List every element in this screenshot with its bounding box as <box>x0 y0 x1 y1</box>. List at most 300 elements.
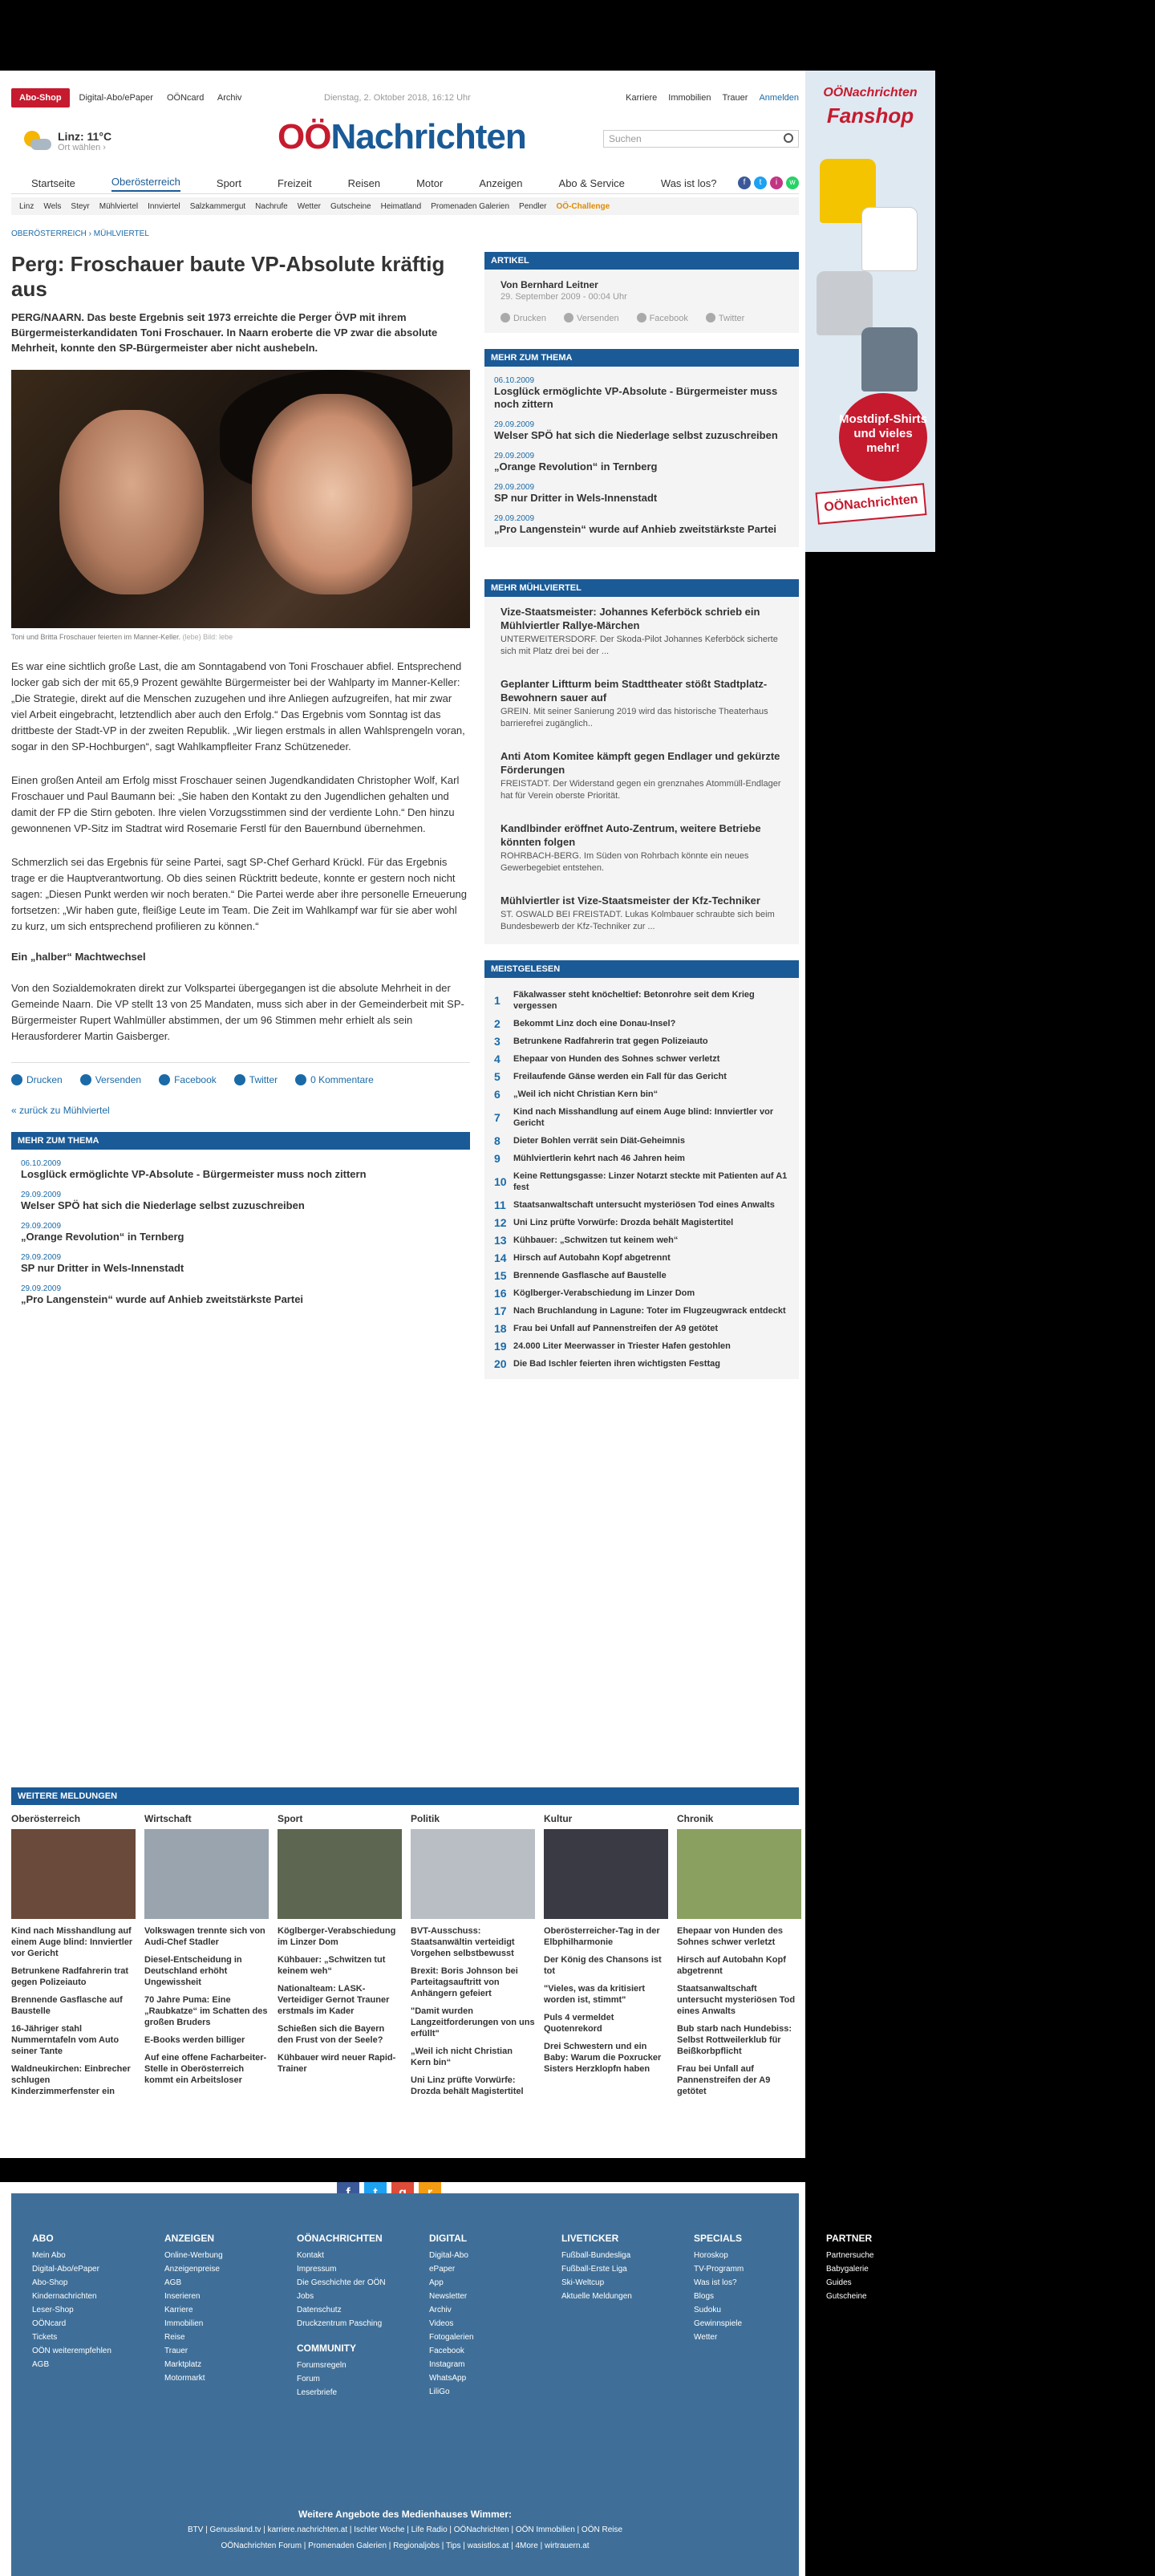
meistgelesen-title[interactable]: 24.000 Liter Meerwasser in Triester Hafen gestohlen <box>513 1341 731 1351</box>
meistgelesen-title[interactable]: „Weil ich nicht Christian Kern bin“ <box>513 1089 659 1099</box>
footer-column-heading: PARTNER <box>826 2233 873 2244</box>
footer-link[interactable]: Gutscheine <box>826 2292 867 2301</box>
meistgelesen-item[interactable] <box>494 1305 789 1316</box>
footer-link[interactable]: ePaper <box>429 2265 456 2274</box>
top-link-oencard[interactable]: OÖNcard <box>166 93 205 103</box>
meistgelesen-title[interactable]: Brennende Gasflasche auf Baustelle <box>513 1271 667 1280</box>
footer-link[interactable]: Abo-Shop <box>32 2278 68 2287</box>
footer-link[interactable]: TV-Programm <box>694 2265 744 2274</box>
footer-link[interactable]: Digital-Abo/ePaper <box>32 2265 99 2274</box>
muehlviertel-title[interactable]: Mühlviertler ist Vize-Staatsmeister der Kfz-Techniker <box>500 895 760 907</box>
news-item[interactable]: Nationalteam: LASK-Verteidiger Gernot Trauner erstmals im Kader <box>278 1984 390 2016</box>
article <box>11 252 470 1306</box>
rank-number: 12 <box>494 1216 507 1229</box>
muehlviertel-item[interactable] <box>484 669 799 730</box>
news-item[interactable]: Kühbauer wird neuer Rapid-Trainer <box>278 2053 396 2074</box>
news-column-heading[interactable]: Chronik <box>677 1813 714 1824</box>
meistgelesen-item[interactable] <box>494 1199 789 1211</box>
news-item[interactable]: Oberösterreicher-Tag in der Elbphilharmonie <box>544 1926 660 1947</box>
hoodie-grey-image <box>817 271 873 335</box>
related-title[interactable]: Losglück ermöglichte VP-Absolute - Bürgermeister muss noch zittern <box>21 1168 367 1180</box>
twitter-share-button[interactable]: Twitter <box>234 1074 278 1085</box>
meistgelesen-title[interactable]: Ehepaar von Hunden des Sohnes schwer verletzt <box>513 1054 720 1064</box>
muehlviertel-title[interactable]: Vize-Staatsmeister: Johannes Keferböck schrieb ein Mühlviertler Rallye-Märchen <box>500 606 760 631</box>
ad-burst-badge: Mostdipf-Shirts und vieles mehr! <box>839 393 927 481</box>
article-photo[interactable] <box>11 370 470 628</box>
footer-link[interactable]: Forum <box>297 2375 320 2383</box>
news-item[interactable]: Betrunkene Radfahrerin trat gegen Polizeiauto <box>11 1966 129 1987</box>
twitter-icon[interactable]: t <box>754 176 767 189</box>
nav-sport[interactable]: Sport <box>216 177 241 189</box>
related-date: 29.09.2009 <box>494 483 535 492</box>
news-item[interactable]: Brexit: Boris Johnson bei Parteitagsauftritt von Anhängern gefeiert <box>411 1966 518 1998</box>
news-columns <box>11 1813 799 2097</box>
article-paragraph: Es war eine sichtlich große Last, die am Sonntagabend von Toni Froschauer abfiel. Entsprechend locker gab sich der mit 65,9 Prozent gewählte Bürgermeister bei der Wahlparty im Manner-Keller: „Die Strategie, direkt auf die Menschen zuzugehen und ihre Anliegen aufzugreifen, hat mir zwar viel Arbeit eingebracht, letztendlich aber auch den Erfolg.“ Das Ergebnis vom Sonntag ist das drittbeste der Stadt-VP in der zweiten Republik. „Wir liegen erstmals in allen Wahlsprengeln voran, sogar in den SP-Hochburgen“, sagt Wahlkampfleiter Franz Schützeneder. <box>11 660 465 753</box>
subnav-wels[interactable]: Wels <box>43 201 62 211</box>
footer-link[interactable]: Inserieren <box>164 2292 201 2301</box>
nav-oberoesterreich[interactable]: Oberösterreich <box>111 176 180 192</box>
subnav-linz[interactable]: Linz <box>19 201 34 211</box>
news-item[interactable]: Drei Schwestern und ein Baby: Warum die Poxrucker Sisters Herzklopfn haben <box>544 2042 662 2074</box>
print-button[interactable]: Drucken <box>11 1074 63 1085</box>
twitter-share-button[interactable]: Twitter <box>706 313 744 323</box>
news-column <box>677 1813 801 2097</box>
news-item[interactable]: "Vieles, was da kritisiert worden ist, stimmt" <box>544 1984 646 2005</box>
muehlviertel-title[interactable]: Geplanter Liftturm beim Stadttheater stößt Stadtplatz-Bewohnern sauer auf <box>500 678 768 704</box>
rank-number: 4 <box>494 1053 500 1065</box>
news-item[interactable]: „Weil ich nicht Christian Kern bin“ <box>411 2047 513 2067</box>
footer-link[interactable]: Fotogalerien <box>429 2333 474 2342</box>
muehlviertel-teaser: UNTERWEITERSDORF. Der Skoda-Pilot Johannes Keferböck sicherte sich mit Platz drei bei der ... <box>500 635 778 656</box>
footer-link[interactable]: Archiv <box>429 2306 452 2314</box>
article-subheading: Ein „halber“ Machtwechsel <box>11 951 146 963</box>
muehlviertel-item[interactable] <box>484 741 799 802</box>
related-title[interactable]: Losglück ermöglichte VP-Absolute - Bürgermeister muss noch zittern <box>494 385 778 410</box>
footer-link[interactable]: AGB <box>32 2360 50 2369</box>
rank-number: 15 <box>494 1269 507 1282</box>
related-title[interactable]: „Orange Revolution“ in Ternberg <box>494 460 658 473</box>
meistgelesen-item[interactable] <box>494 1053 789 1065</box>
meistgelesen-item[interactable] <box>494 1252 789 1264</box>
related-item[interactable] <box>494 514 789 536</box>
footer-link[interactable]: Facebook <box>429 2347 464 2355</box>
meistgelesen-item[interactable] <box>494 1071 789 1082</box>
related-date: 06.10.2009 <box>494 376 535 385</box>
related-date: 06.10.2009 <box>21 1159 62 1168</box>
nav-anzeigen[interactable]: Anzeigen <box>479 177 523 189</box>
subnav-promenaden[interactable]: Promenaden Galerien <box>431 201 510 211</box>
page <box>0 71 805 2158</box>
section-heading: MEHR ZUM THEMA <box>11 1132 470 1150</box>
muehlviertel-item[interactable] <box>484 597 799 658</box>
news-column-heading[interactable]: Politik <box>411 1813 440 1824</box>
meistgelesen-item[interactable] <box>494 1341 789 1352</box>
meistgelesen-item[interactable] <box>494 1153 789 1164</box>
top-right-links <box>626 93 799 103</box>
footer-link[interactable]: Digital-Abo <box>429 2251 468 2260</box>
rank-number: 17 <box>494 1304 507 1317</box>
news-item[interactable]: Frau bei Unfall auf Pannenstreifen der A9 getötet <box>677 2064 771 2096</box>
article-meta-box <box>484 252 799 333</box>
footer-link[interactable]: Reise <box>164 2333 185 2342</box>
meistgelesen-title[interactable]: Nach Bruchlandung in Lagune: Toter im Flugzeugwrack entdeckt <box>513 1306 786 1316</box>
meistgelesen-item[interactable] <box>494 1270 789 1281</box>
footer-column <box>297 2232 429 2400</box>
section-heading: MEISTGELESEN <box>484 960 799 978</box>
news-item[interactable]: Schießen sich die Bayern den Frust von der Seele? <box>278 2024 385 2045</box>
footer-link[interactable]: Karriere <box>164 2306 193 2314</box>
footer-link[interactable]: Sudoku <box>694 2306 721 2314</box>
news-column-heading[interactable]: Wirtschaft <box>144 1813 192 1824</box>
tshirt-white-image <box>861 207 918 271</box>
related-title[interactable]: „Pro Langenstein“ wurde auf Anhieb zweitstärkste Partei <box>494 523 777 535</box>
rank-number: 13 <box>494 1234 507 1247</box>
current-date: Dienstag, 2. Oktober 2018, 16:12 Uhr <box>324 93 471 103</box>
news-column-image[interactable] <box>144 1829 269 1919</box>
related-title[interactable]: „Orange Revolution“ in Ternberg <box>21 1231 184 1243</box>
news-column-heading[interactable]: Kultur <box>544 1813 573 1824</box>
nav-startseite[interactable]: Startseite <box>31 177 75 189</box>
meistgelesen-title[interactable]: Kühbauer: „Schwitzen tut keinem weh“ <box>513 1235 679 1245</box>
news-column <box>278 1813 402 2097</box>
whatsapp-icon[interactable]: w <box>786 176 799 189</box>
ad-title-line1: OÖNachrichten <box>823 86 918 99</box>
rank-number: 10 <box>494 1175 507 1188</box>
footer-link[interactable]: Horoskop <box>694 2251 728 2260</box>
rank-number: 20 <box>494 1357 507 1370</box>
rank-number: 9 <box>494 1152 500 1165</box>
footer-link[interactable]: Marktplatz <box>164 2360 202 2369</box>
rank-number: 18 <box>494 1322 507 1335</box>
footer-column-heading: OÖNACHRICHTEN <box>297 2233 383 2244</box>
subnav-oo-challenge[interactable]: OÖ-Challenge <box>556 201 610 211</box>
rank-number: 1 <box>494 994 500 1007</box>
footer-link[interactable]: Ski-Weltcup <box>561 2278 605 2287</box>
rank-number: 8 <box>494 1134 500 1147</box>
nav-reisen[interactable]: Reisen <box>347 177 381 189</box>
footer-link[interactable]: Leser-Shop <box>32 2306 74 2314</box>
article-paragraph: Schmerzlich sei das Ergebnis für seine Partei, sagt SP-Chef Gerhard Krückl. Für das Ergebnis trage er die Hauptverantwortung. Ob dies seinen Rücktritt bedeute, konnte er gestern noch nicht sagen: „Diesen Punkt werden wir noch beraten.“ Die Partei werde aber ihre personelle Erneuerung fortsetzen: „Wir haben gute, fleißige Leute im Team. Die Zeit im Wahlkampf war für sie aber wohl zu kurz, um sich entsprechend profilieren zu können.“ <box>11 856 467 932</box>
footer-link[interactable]: Leserbriefe <box>297 2388 338 2397</box>
facebook-share-button[interactable]: Facebook <box>159 1074 217 1085</box>
footer-link[interactable]: Trauer <box>164 2347 188 2355</box>
top-link-digital-abo[interactable]: Digital-Abo/ePaper <box>79 93 153 103</box>
news-item[interactable]: Uni Linz prüfte Vorwürfe: Drozda behält Magistertitel <box>411 2075 524 2096</box>
search-icon[interactable] <box>784 133 793 143</box>
related-date: 29.09.2009 <box>21 1284 62 1293</box>
logo-part-nachrichten: Nachrichten <box>330 117 526 156</box>
breadcrumb[interactable]: OBERÖSTERREICH › MÜHLVIERTEL <box>11 229 149 238</box>
abo-shop-button[interactable]: Abo-Shop <box>11 88 70 108</box>
footer-column-heading: LIVETICKER <box>561 2233 619 2244</box>
muehlviertel-item[interactable] <box>484 886 799 933</box>
caption-text: Toni und Britta Froschauer feierten im Manner-Keller. <box>11 633 181 641</box>
footer-link[interactable]: Aktuelle Meldungen <box>561 2292 632 2301</box>
news-column-image[interactable] <box>411 1829 535 1919</box>
meistgelesen-item[interactable] <box>494 989 789 1012</box>
footer-link[interactable]: Babygalerie <box>826 2265 869 2274</box>
footer-link[interactable]: WhatsApp <box>429 2374 467 2383</box>
news-item[interactable]: Staatsanwaltschaft untersucht mysteriösen Tod eines Anwalts <box>677 1984 796 2016</box>
footer-column <box>164 2232 297 2400</box>
related-title[interactable]: Welser SPÖ hat sich die Niederlage selbst zuzuschreiben <box>494 429 778 441</box>
meistgelesen-item[interactable] <box>494 1170 789 1193</box>
meistgelesen-title[interactable]: Dieter Bohlen verrät sein Diät-Geheimnis <box>513 1136 685 1146</box>
footer-link[interactable]: Datenschutz <box>297 2306 342 2314</box>
meistgelesen-title[interactable]: Freilaufende Gänse werden ein Fall für das Gericht <box>513 1072 727 1081</box>
caption-credit: (lebe) Bild: lebe <box>182 633 233 641</box>
news-item[interactable]: Bub starb nach Hundebiss: Selbst Rottweilerklub für Beißkorbpflicht <box>677 2024 792 2056</box>
muehlviertel-title[interactable]: Anti Atom Komitee kämpft gegen Endlager und gekürzte Förderungen <box>500 750 780 776</box>
login-link[interactable]: Anmelden <box>759 93 799 103</box>
related-title[interactable]: Welser SPÖ hat sich die Niederlage selbst zuzuschreiben <box>21 1199 305 1211</box>
subnav-salzkammergut[interactable]: Salzkammergut <box>189 201 246 211</box>
meistgelesen-item[interactable] <box>494 1288 789 1299</box>
related-item[interactable] <box>21 1191 460 1212</box>
photo-person-man <box>59 410 204 594</box>
footer-link[interactable]: Wetter <box>694 2333 718 2342</box>
footer-link[interactable]: Die Geschichte der OÖN <box>297 2278 386 2287</box>
top-link-archiv[interactable]: Archiv <box>217 93 242 103</box>
comments-button[interactable]: 0 Kommentare <box>295 1074 374 1085</box>
news-item[interactable]: Brennende Gasflasche auf Baustelle <box>11 1995 123 2016</box>
footer-extra-links[interactable]: BTV | Genussland.tv | karriere.nachrichten.at | Ischler Woche | Life Radio | OÖNachrichten | OÖN Immobilien | OÖN Reise <box>187 2525 623 2534</box>
facebook-icon[interactable]: f <box>738 176 751 189</box>
meistgelesen-title[interactable]: Die Bad Ischler feierten ihren wichtigsten Festtag <box>513 1359 720 1369</box>
meistgelesen-title[interactable]: Kind nach Misshandlung auf einem Auge blind: Innviertler vor Gericht <box>513 1107 774 1128</box>
weather-temperature: Linz: 11°C <box>58 130 112 143</box>
rank-number: 11 <box>494 1199 506 1211</box>
footer-extra <box>11 2506 799 2554</box>
news-item[interactable]: E-Books werden billiger <box>144 2035 245 2045</box>
meistgelesen-item[interactable] <box>494 1089 789 1100</box>
news-column-image[interactable] <box>677 1829 801 1919</box>
footer-link[interactable]: App <box>429 2278 444 2287</box>
header-social-icons <box>738 176 799 189</box>
related-date: 29.09.2009 <box>494 420 535 429</box>
back-to-muehlviertel-link[interactable]: « zurück zu Mühlviertel <box>11 1105 110 1116</box>
footer-column-heading: COMMUNITY <box>297 2343 356 2354</box>
meistgelesen-title[interactable]: Köglberger-Verabschiedung im Linzer Dom <box>513 1288 695 1298</box>
weather-location-select[interactable]: Ort wählen › <box>58 143 106 152</box>
footer-link[interactable]: OÖN weiterempfehlen <box>32 2347 111 2355</box>
rank-number: 16 <box>494 1287 507 1300</box>
send-button[interactable]: Versenden <box>564 313 619 323</box>
meistgelesen-title[interactable]: Frau bei Unfall auf Pannenstreifen der A9 getötet <box>513 1324 719 1333</box>
footer-extra-links[interactable]: OÖNachrichten Forum | Promenaden Galerien | Regionaljobs | Tips | wasistlos.at | 4More | wirtrauern.at <box>221 2542 590 2550</box>
muehlviertel-item[interactable] <box>484 813 799 874</box>
footer-link[interactable]: Impressum <box>297 2265 337 2274</box>
subnav-nachrufe[interactable]: Nachrufe <box>255 201 288 211</box>
related-item[interactable] <box>494 420 789 442</box>
footer-link[interactable]: Kontakt <box>297 2251 324 2260</box>
article-author: Von Bernhard Leitner <box>500 279 598 290</box>
related-date: 29.09.2009 <box>21 1253 62 1262</box>
footer-column <box>826 2232 958 2400</box>
meistgelesen-item[interactable] <box>494 1106 789 1129</box>
subnav-steyr[interactable]: Steyr <box>71 201 90 211</box>
mehr-muehlviertel-box <box>484 579 799 944</box>
meta-actions <box>500 313 783 323</box>
ad-title <box>805 82 935 127</box>
search-placeholder: Suchen <box>609 133 642 144</box>
footer-link[interactable]: Motormarkt <box>164 2374 205 2383</box>
footer-column-heading: SPECIALS <box>694 2233 743 2244</box>
news-item[interactable]: "Damit wurden Langzeitforderungen von uns erfüllt" <box>411 2006 535 2038</box>
footer-columns <box>32 2232 958 2400</box>
site-logo[interactable] <box>278 117 526 157</box>
footer-link[interactable]: Tickets <box>32 2333 58 2342</box>
subnav-pendler[interactable]: Pendler <box>519 201 547 211</box>
footer-link[interactable]: Fußball-Bundesliga <box>561 2251 631 2260</box>
news-item[interactable]: Der König des Chansons ist tot <box>544 1955 662 1976</box>
related-item[interactable] <box>21 1159 460 1181</box>
footer-link[interactable]: Immobilien <box>164 2319 204 2328</box>
footer-link[interactable]: Fußball-Erste Liga <box>561 2265 627 2274</box>
facebook-share-button[interactable]: Facebook <box>637 313 688 323</box>
news-column <box>11 1813 136 2097</box>
article-paragraph: Von den Sozialdemokraten direkt zur Volkspartei übergegangen ist die absolute Mehrheit in der Gemeinde Naarn. Die VP stellt 13 von 25 Mandaten, muss sich aber in der Gemeinderbeit mit SP-Bürgermeister Rupert Wahlmüller abstimmen, der um 96 Stimmen mehr erhielt als sein Herausforderer Martin Gaisberger. <box>11 982 464 1042</box>
related-title[interactable]: SP nur Dritter in Wels-Innenstadt <box>494 492 658 504</box>
article-actions <box>11 1062 470 1085</box>
muehlviertel-teaser: GREIN. Mit seiner Sanierung 2019 wird das historische Theaterhaus barrierefrei zugänglich.. <box>500 707 768 728</box>
news-item[interactable]: 70 Jahre Puma: Eine „Raubkatze“ im Schatten des großen Bruders <box>144 1995 268 2027</box>
footer-link[interactable]: Was ist los? <box>694 2278 737 2287</box>
news-item[interactable]: Auf eine offene Facharbeiter-Stelle in Oberösterreich kommt ein Arbeitsloser <box>144 2053 267 2085</box>
news-column-heading[interactable]: Oberösterreich <box>11 1813 81 1824</box>
news-item[interactable]: Kühbauer: „Schwitzen tut keinem weh“ <box>278 1955 386 1976</box>
news-item[interactable]: BVT-Ausschuss: Staatsanwältin verteidigt Vorgehen selbstbewusst <box>411 1926 515 1958</box>
top-link-karriere[interactable]: Karriere <box>626 93 658 103</box>
footer-link[interactable]: Videos <box>429 2319 454 2328</box>
send-button[interactable]: Versenden <box>80 1074 141 1085</box>
news-item[interactable]: Ehepaar von Hunden des Sohnes schwer verletzt <box>677 1926 784 1947</box>
subnav-gutscheine[interactable]: Gutscheine <box>330 201 371 211</box>
top-link-immobilien[interactable]: Immobilien <box>668 93 711 103</box>
footer-link[interactable]: Online-Werbung <box>164 2251 223 2260</box>
meistgelesen-item[interactable] <box>494 1323 789 1334</box>
news-column <box>144 1813 269 2097</box>
fanshop-ad[interactable] <box>805 71 935 552</box>
meistgelesen-title[interactable]: Uni Linz prüfte Vorwürfe: Drozda behält Magistertitel <box>513 1218 734 1227</box>
footer-link[interactable]: Mein Abo <box>32 2251 66 2260</box>
section-heading: ARTIKEL <box>484 252 799 270</box>
subnav-muehlviertel[interactable]: Mühlviertel <box>99 201 139 211</box>
news-item[interactable]: Kind nach Misshandlung auf einem Auge blind: Innviertler vor Gericht <box>11 1926 133 1958</box>
meistgelesen-title[interactable]: Staatsanwaltschaft untersucht mysteriösen Tod eines Anwalts <box>513 1200 775 1210</box>
meistgelesen-title[interactable]: Keine Rettungsgasse: Linzer Notarzt steckte mit Patienten auf A1 fest <box>513 1171 788 1192</box>
footer-link[interactable]: Druckzentrum Pasching <box>297 2319 383 2328</box>
news-column-image[interactable] <box>278 1829 402 1919</box>
instagram-icon[interactable]: i <box>770 176 783 189</box>
muehlviertel-teaser: FREISTADT. Der Widerstand gegen ein grenznahes Atommüll-Endlager hat für Verein oberste Priorität. <box>500 779 781 801</box>
muehlviertel-teaser: ST. OSWALD BEI FREISTADT. Lukas Kolmbauer schraubte sich beim Bundesbewerb der Kfz-Techniker zur ... <box>500 910 775 931</box>
meistgelesen-item[interactable] <box>494 1235 789 1246</box>
footer-link[interactable]: Gewinnspiele <box>694 2319 743 2328</box>
mehr-zum-thema-bottom <box>11 1132 470 1306</box>
footer-column <box>429 2232 561 2400</box>
related-item[interactable] <box>21 1284 460 1306</box>
related-title[interactable]: SP nur Dritter in Wels-Innenstadt <box>21 1262 184 1274</box>
nav-freizeit[interactable]: Freizeit <box>277 177 312 189</box>
footer-link[interactable]: Partnersuche <box>826 2251 874 2260</box>
article-paragraph: Einen großen Anteil am Erfolg misst Froschauer seinen Jugendkandidaten Christopher Wolf, Karl Froschauer und Paul Baumann bei: „Sie haben den Kontakt zu den Jugendlichen gehalten und damit der FP die Stirn geboten. Ihre vielen Vorzugsstimmen sind der verdiente Lohn.“ Den hinzu gewonnenen VP-Sitz im Stadtrat wird Rosemarie Ferstl für den Bauernbund übernehmen. <box>11 774 460 834</box>
footer-link[interactable]: LiliGo <box>429 2387 450 2396</box>
news-column-image[interactable] <box>11 1829 136 1919</box>
meistgelesen-title[interactable]: Fäkalwasser steht knöcheltief: Betonrohre seit dem Krieg vergessen <box>513 990 755 1011</box>
search-input[interactable] <box>603 130 799 148</box>
related-item[interactable] <box>21 1253 460 1275</box>
footer-link[interactable]: Blogs <box>694 2292 715 2301</box>
footer-link[interactable]: Newsletter <box>429 2292 468 2301</box>
article-body <box>11 659 470 1045</box>
news-item[interactable]: Waldneukirchen: Einbrecher schlugen Kinderzimmerfenster ein <box>11 2064 131 2096</box>
subnav-wetter[interactable]: Wetter <box>297 201 322 211</box>
footer-link[interactable]: Jobs <box>297 2292 314 2301</box>
muehlviertel-teaser: ROHRBACH-BERG. Im Süden von Rohrbach könnte ein neues Gewerbegebiet entstehen. <box>500 851 749 873</box>
footer-column-heading: DIGITAL <box>429 2233 468 2244</box>
nav-was-ist-los[interactable]: Was ist los? <box>660 177 717 189</box>
news-item[interactable]: Hirsch auf Autobahn Kopf abgetrennt <box>677 1955 786 1976</box>
sub-navigation <box>11 197 799 215</box>
related-item[interactable] <box>494 376 789 411</box>
ad-logo: OÖNachrichten <box>816 483 927 525</box>
news-item[interactable]: 16-Jähriger stahl Nummerntafeln vom Auto seiner Tante <box>11 2024 120 2056</box>
meistgelesen-title[interactable]: Hirsch auf Autobahn Kopf abgetrennt <box>513 1253 671 1263</box>
footer-link[interactable]: OÖNcard <box>32 2319 67 2328</box>
meistgelesen-item[interactable] <box>494 1018 789 1029</box>
footer-link[interactable]: Guides <box>826 2278 852 2287</box>
meistgelesen-title[interactable]: Betrunkene Radfahrerin trat gegen Polizeiauto <box>513 1036 708 1046</box>
news-column-image[interactable] <box>544 1829 668 1919</box>
muehlviertel-title[interactable]: Kandlbinder eröffnet Auto-Zentrum, weitere Betriebe könnten folgen <box>500 822 761 848</box>
news-item[interactable]: Diesel-Entscheidung in Deutschland erhöht Ungewissheit <box>144 1955 242 1987</box>
logo-part-oo: OÖ <box>278 117 331 156</box>
footer-link[interactable]: AGB <box>164 2278 182 2287</box>
meistgelesen-title[interactable]: Bekommt Linz doch eine Donau-Insel? <box>513 1019 676 1028</box>
meistgelesen-item[interactable] <box>494 1036 789 1047</box>
meistgelesen-item[interactable] <box>494 1358 789 1369</box>
footer-link[interactable]: Instagram <box>429 2360 465 2369</box>
news-item[interactable]: Köglberger-Verabschiedung im Linzer Dom <box>278 1926 396 1947</box>
footer-link[interactable]: Kindernachrichten <box>32 2292 97 2301</box>
related-item[interactable] <box>21 1222 460 1243</box>
subnav-innviertel[interactable]: Innviertel <box>148 201 180 211</box>
related-date: 29.09.2009 <box>494 514 535 523</box>
footer-column <box>32 2232 164 2400</box>
footer-column <box>561 2232 694 2400</box>
meistgelesen-title[interactable]: Mühlviertlerin kehrt nach 46 Jahren heim <box>513 1154 685 1163</box>
meistgelesen-item[interactable] <box>494 1217 789 1228</box>
weather-widget[interactable] <box>22 130 111 152</box>
top-link-trauer[interactable]: Trauer <box>722 93 748 103</box>
footer-column <box>694 2232 826 2400</box>
rank-number: 19 <box>494 1340 507 1353</box>
news-item[interactable]: Volkswagen trennte sich von Audi-Chef Stadler <box>144 1926 265 1947</box>
footer-link[interactable]: Forumsregeln <box>297 2361 346 2370</box>
subnav-heimatland[interactable]: Heimatland <box>380 201 422 211</box>
meistgelesen-item[interactable] <box>494 1135 789 1146</box>
news-item[interactable]: Puls 4 vermeldet Quotenrekord <box>544 2013 614 2034</box>
footer-link[interactable]: Anzeigenpreise <box>164 2265 220 2274</box>
print-button[interactable]: Drucken <box>500 313 546 323</box>
related-item[interactable] <box>494 452 789 473</box>
nav-abo-service[interactable]: Abo & Service <box>558 177 625 189</box>
nav-motor[interactable]: Motor <box>416 177 444 189</box>
related-item[interactable] <box>494 483 789 505</box>
related-title[interactable]: „Pro Langenstein“ wurde auf Anhieb zweitstärkste Partei <box>21 1293 304 1305</box>
news-column-heading[interactable]: Sport <box>278 1813 303 1824</box>
